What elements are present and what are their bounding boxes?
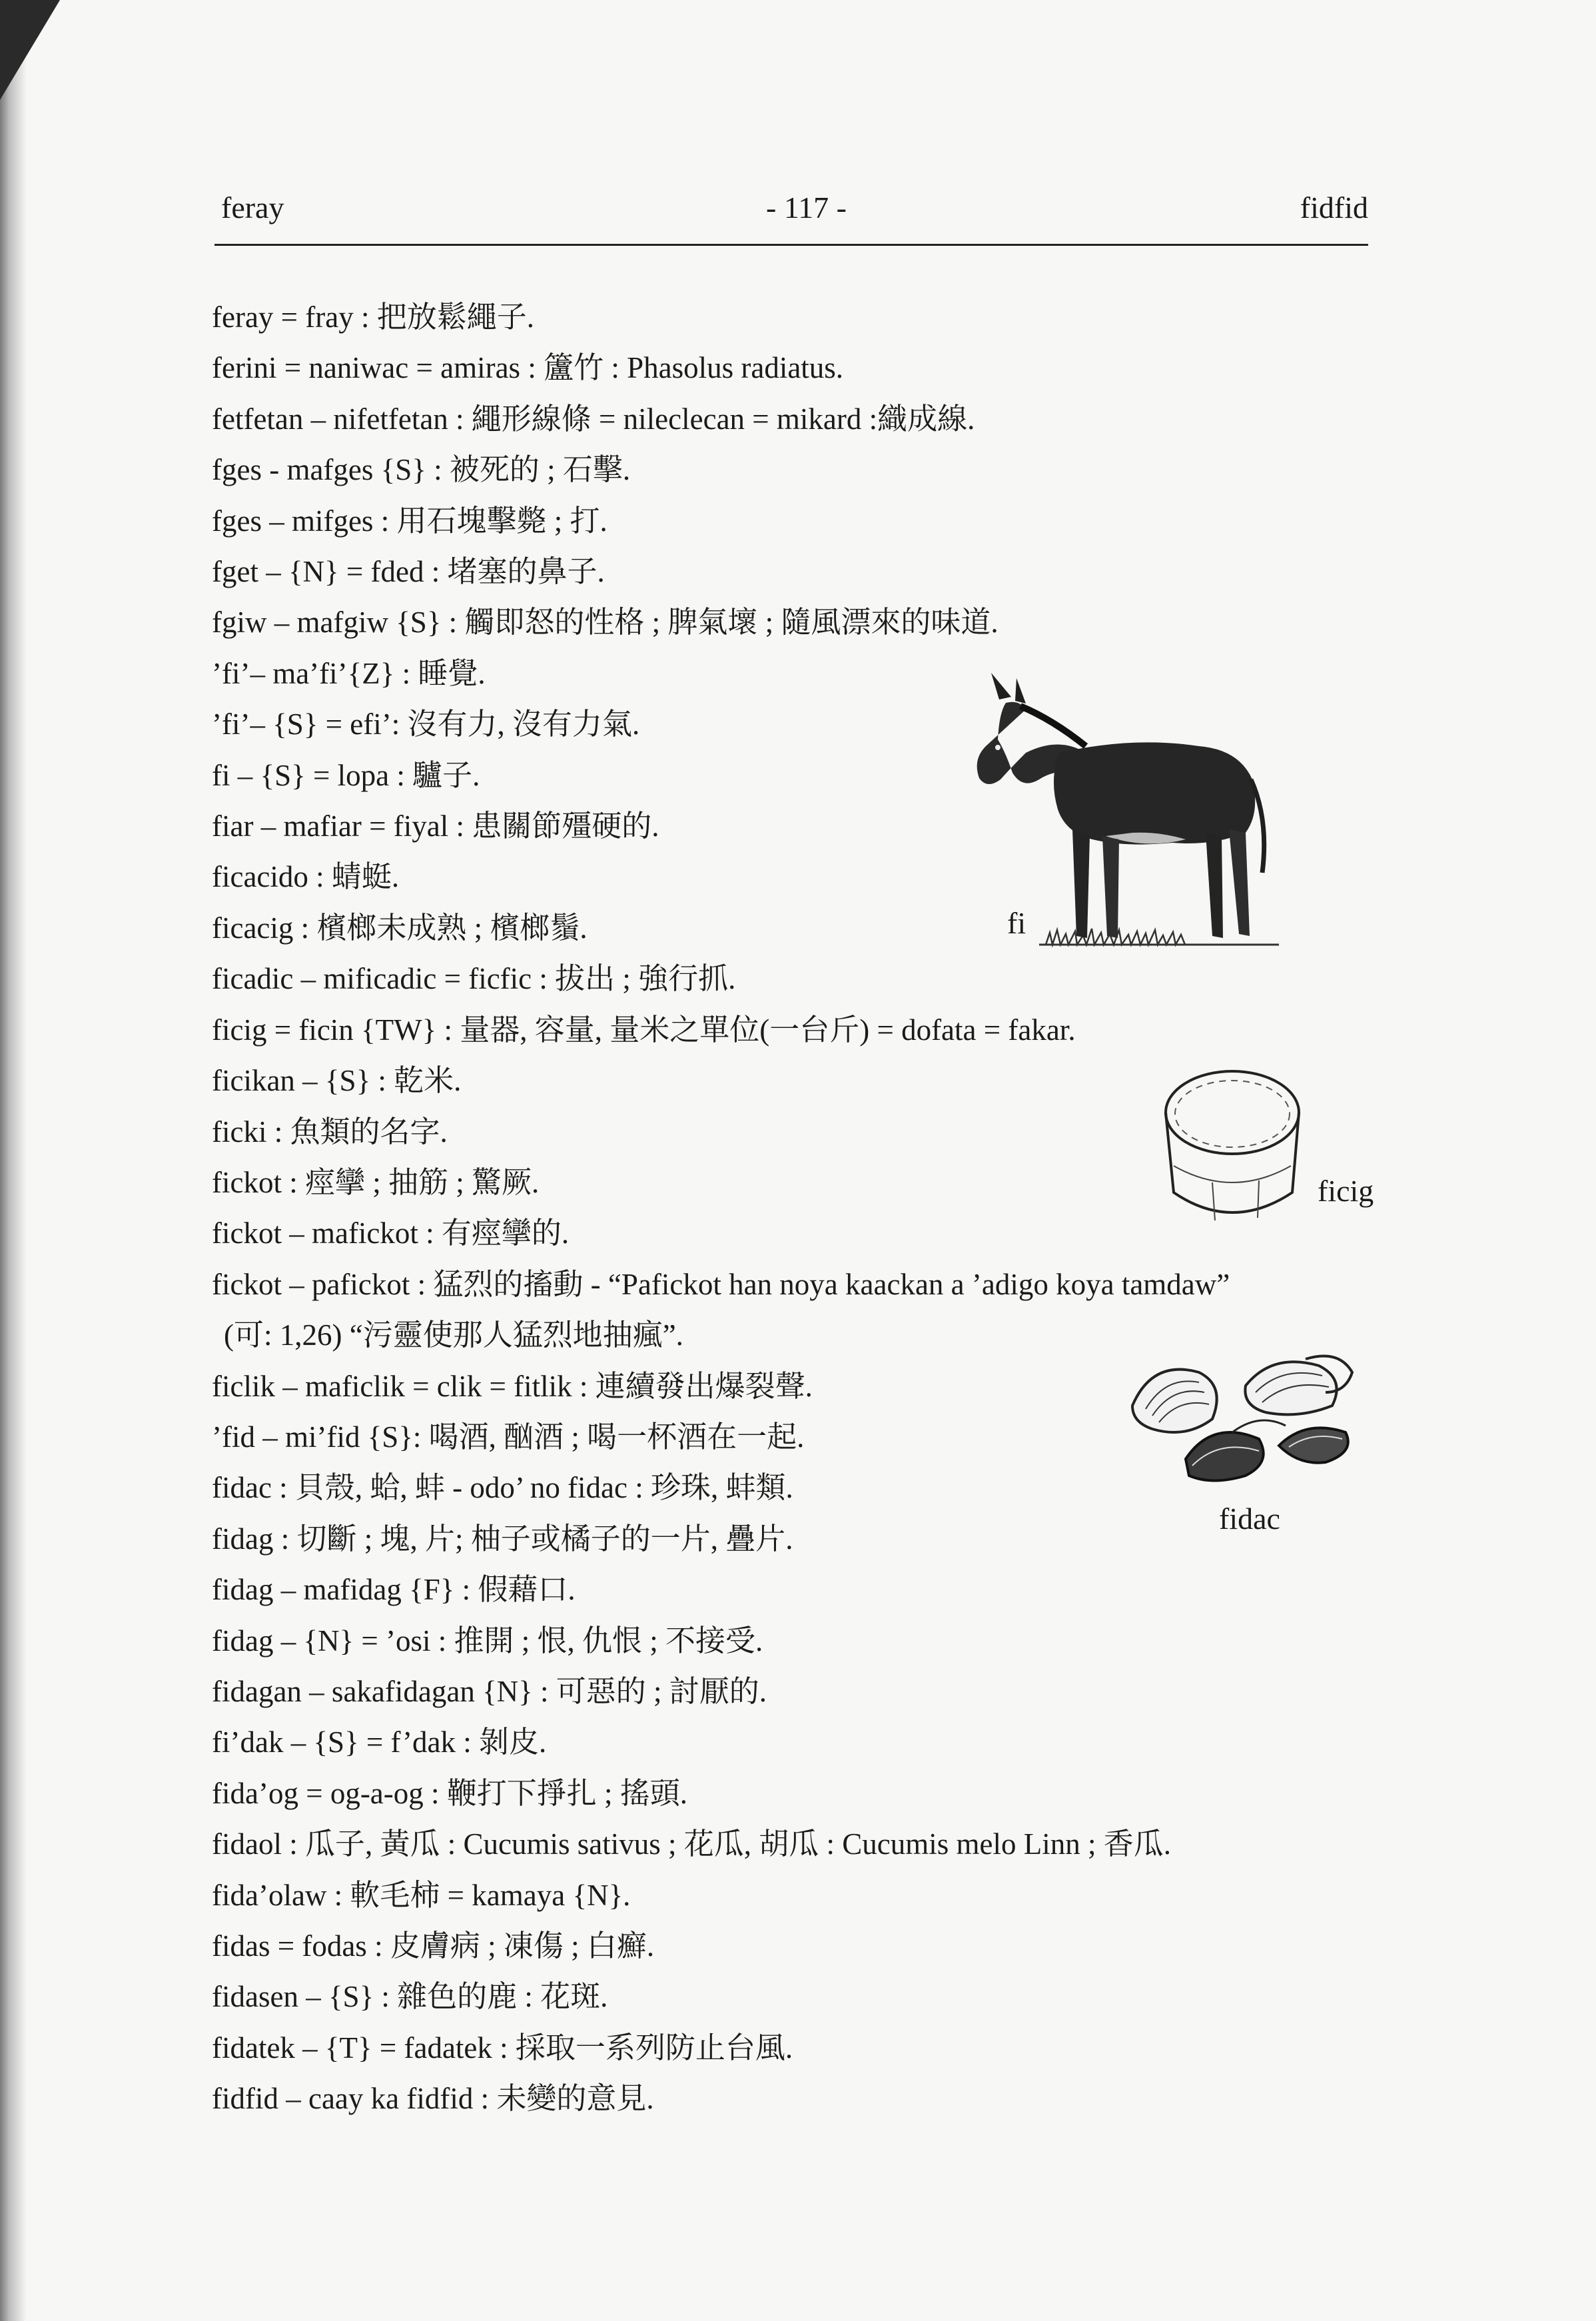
dictionary-entry: fi’dak – {S} = f’dak : 剝皮. (212, 1725, 547, 1759)
dictionary-entry-continuation: (可: 1,26) “污靈使那人猛烈地抽瘋”. (224, 1318, 683, 1352)
dictionary-entry: fidasen – {S} : 雜色的鹿 : 花斑. (212, 1980, 608, 2014)
dictionary-entry: fgiw – mafgiw {S} : 觸即怒的性格 ; 脾氣壞 ; 隨風漂來的味道. (212, 606, 998, 640)
shells-illustration (1126, 1346, 1366, 1499)
dictionary-entry: fi – {S} = lopa : 驢子. (212, 758, 480, 792)
dictionary-entry: fida’olaw : 軟毛柿 = kamaya {N}. (212, 1878, 631, 1912)
dictionary-entry: ficki : 魚類的名字. (212, 1115, 448, 1149)
dictionary-entry: fickot : 痙攣 ; 抽筋 ; 驚厥. (212, 1165, 540, 1199)
dictionary-entry: ficikan – {S} : 乾米. (212, 1064, 462, 1098)
dictionary-entry: fidas = fodas : 皮膚病 ; 凍傷 ; 白癬. (212, 1929, 655, 1963)
dictionary-entry: fida’og = og-a-og : 鞭打下掙扎 ; 搖頭. (212, 1776, 688, 1810)
dictionary-entry: fickot – pafickot : 猛烈的搐動 - “Pafickot han noya kaackan a ’adigo koya tamdaw” (212, 1267, 1230, 1301)
dictionary-entry: fges - mafges {S} : 被死的 ; 石擊. (212, 453, 631, 487)
dictionary-entry: ’fi’– ma’fi’{Z} : 睡覺. (212, 656, 486, 690)
dictionary-entry: fidagan – sakafidagan {N} : 可惡的 ; 討厭的. (212, 1674, 767, 1708)
dictionary-entry: ferini = naniwac = amiras : 籚竹 : Phasolus radiatus. (212, 351, 844, 385)
measure-figure-label: ficig (1318, 1174, 1374, 1208)
dictionary-entry: ficacido : 蜻蜓. (212, 860, 400, 894)
dictionary-entry: ficlik – maficlik = clik = fitlik : 連續發出爆裂聲. (212, 1369, 813, 1403)
dictionary-entry: fiar – mafiar = fiyal : 患關節殭硬的. (212, 809, 659, 843)
dictionary-entry: ’fi’– {S} = efi’: 沒有力, 沒有力氣. (212, 707, 640, 741)
donkey-figure-label: fi (1007, 906, 1026, 940)
dictionary-entry: ’fid – mi’fid {S}: 喝酒, 酗酒 ; 喝一杯酒在一起. (212, 1420, 805, 1454)
shells-figure-label: fidac (1219, 1502, 1280, 1536)
running-head-left: feray (221, 191, 284, 225)
dictionary-entry: fidac : 貝殼, 蛤, 蚌 - odo’ no fidac : 珍珠, 蚌類. (212, 1471, 793, 1505)
scan-corner-mark (0, 0, 60, 100)
dictionary-entry: feray = fray : 把放鬆繩子. (212, 300, 534, 334)
measure-container-illustration (1159, 1066, 1312, 1232)
running-head-right: fidfid (1300, 191, 1368, 225)
dictionary-entry: ficig = ficin {TW} : 量器, 容量, 量米之單位(一台斤) = dofata = fakar. (212, 1013, 1076, 1047)
dictionary-entry: ficacig : 檳榔未成熟 ; 檳榔鬚. (212, 911, 588, 945)
dictionary-entry: fget – {N} = fded : 堵塞的鼻子. (212, 555, 605, 589)
dictionary-entry: ficadic – mificadic = ficfic : 拔出 ; 強行抓. (212, 962, 736, 996)
dictionary-entry: fidag – mafidag {F} : 假藉口. (212, 1573, 576, 1607)
dictionary-entry: fetfetan – nifetfetan : 繩形線條 = nileclecan = mikard :織成線. (212, 402, 975, 436)
header-rule (214, 244, 1368, 246)
dictionary-entry: fidag : 切斷 ; 塊, 片; 柚子或橘子的一片, 疊片. (212, 1522, 793, 1556)
page-number: - 117 - (766, 191, 847, 225)
dictionary-entry: fidatek – {T} = fadatek : 採取一系列防止台風. (212, 2031, 793, 2065)
dictionary-entry: fges – mifges : 用石塊擊斃 ; 打. (212, 504, 607, 538)
dictionary-entry: fidfid – caay ka fidfid : 未變的意見. (212, 2082, 654, 2116)
scan-shadow-edge (0, 0, 27, 2321)
dictionary-entry: fickot – mafickot : 有痙攣的. (212, 1216, 570, 1250)
dictionary-entry: fidaol : 瓜子, 黃瓜 : Cucumis sativus ; 花瓜, 胡瓜 : Cucumis melo Linn ; 香瓜. (212, 1827, 1171, 1861)
dictionary-entry: fidag – {N} = ’osi : 推開 ; 恨, 仇恨 ; 不接受. (212, 1624, 763, 1657)
